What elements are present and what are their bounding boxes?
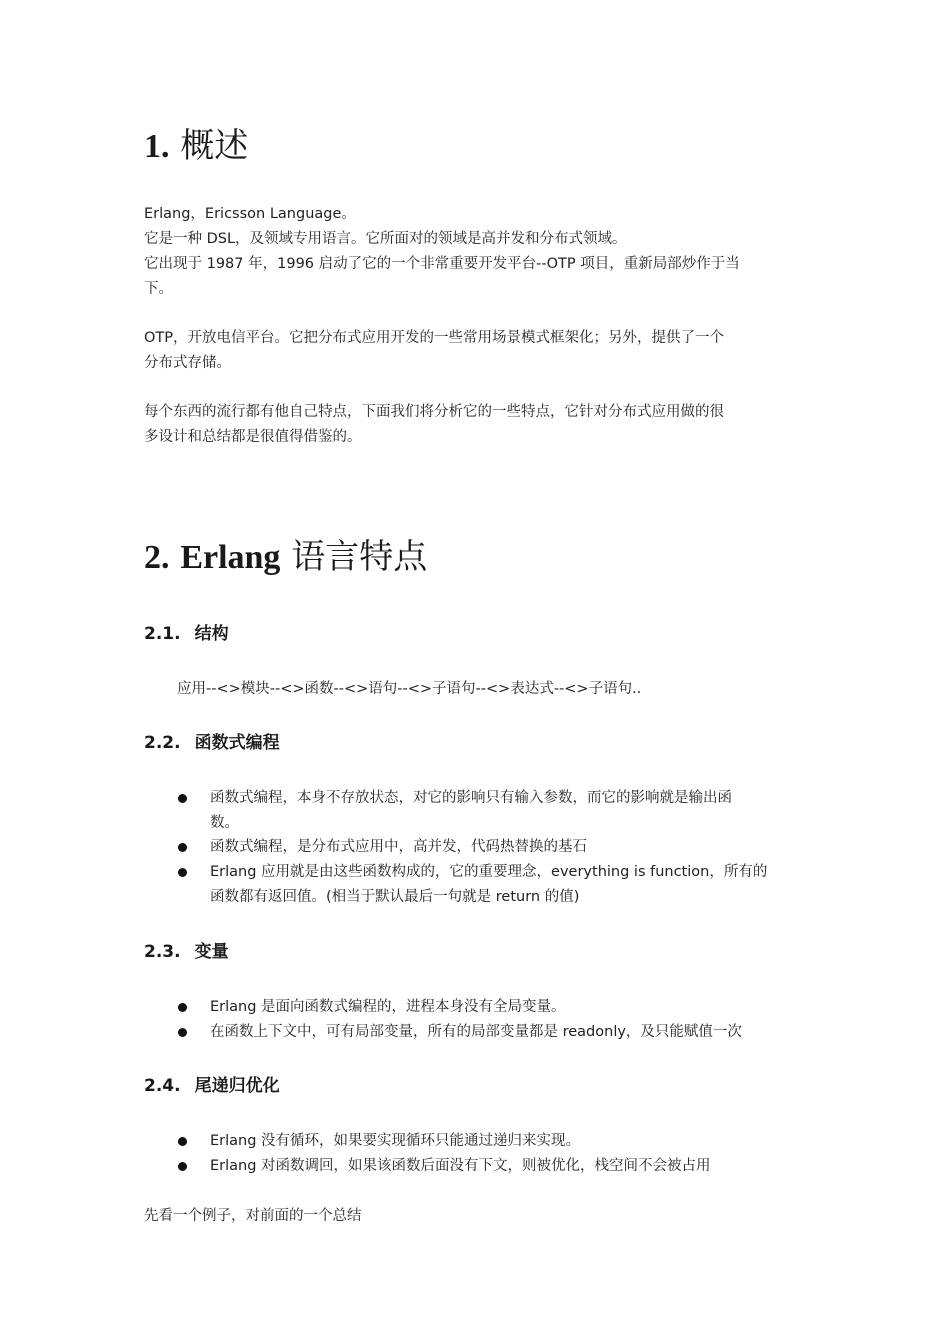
list-item-line: Erlang 没有循环，如果要实现循环只能通过递归来实现。 [210,1133,581,1149]
bullet-icon [178,1162,187,1171]
paragraph-line: 多设计和总结都是很值得借鉴的。 [144,429,362,445]
list-item-line: 在函数上下文中，可有局部变量，所有的局部变量都是 readonly，及只能赋值一次 [210,1024,742,1040]
paragraph-line: 下。 [144,281,173,297]
list-item [210,1154,711,1179]
subsection-title: 函数式编程 [194,733,280,753]
subsection-number: 2.1. [144,624,181,644]
bullet-icon [178,1003,187,1012]
paragraph-line: 每个东西的流行都有他自己特点，下面我们将分析它的一些特点，它针对分布式应用做的很 [144,404,724,420]
section-2-title-latin: Erlang [180,539,281,576]
bullet-icon [178,794,187,803]
list-item-line: 函数式编程，本身不存放状态，对它的影响只有输入参数，而它的影响就是输出函 [210,790,732,806]
list-item-line: Erlang 是面向函数式编程的，进程本身没有全局变量。 [210,999,566,1015]
subsection-2-4-heading [144,1075,280,1097]
paragraph-line: 它出现于 1987 年，1996 启动了它的一个非常重要开发平台--OTP 项目，重新局部炒作于当 [144,256,740,272]
paragraph-line: 它是一种 DSL，及领域专用语言。它所面对的领域是高并发和分布式领域。 [144,231,627,247]
list-item [210,1129,580,1154]
list-item [210,835,587,860]
list-item [210,860,767,910]
list-item [210,786,732,836]
subsection-title: 变量 [194,942,229,962]
section-1-heading [144,126,248,167]
structure-line: 应用--<>模块--<>函数--<>语句--<>子语句--<>表达式--<>子语句.. [177,681,642,697]
list-item [210,995,566,1020]
paragraph-line: OTP，开放电信平台。它把分布式应用开发的一些常用场景模式框架化；另外，提供了一个 [144,330,725,346]
section-2-number: 2. [144,539,170,576]
list-item-line: Erlang 应用就是由这些函数构成的，它的重要理念，everything is function，所有的 [210,864,768,880]
section-2-heading [144,537,427,578]
subsection-2-2-heading [144,732,280,754]
bullet-icon [178,843,187,852]
paragraph-line: 分布式存储。 [144,355,231,371]
subsection-number: 2.4. [144,1076,181,1096]
list-item-line: Erlang 对函数调回，如果该函数后面没有下文，则被优化，栈空间不会被占用 [210,1158,711,1174]
section-1-number: 1. [144,128,170,165]
bullet-icon [178,1028,187,1037]
section-2-title: 语言特点 [291,537,428,577]
subsection-number: 2.2. [144,733,181,753]
subsection-title: 结构 [194,624,229,644]
list-item-line: 数。 [210,815,239,831]
paragraph-line: Erlang，Ericsson Language。 [144,206,356,222]
subsection-2-3-heading [144,941,229,963]
list-item-line: 函数都有返回值。(相当于默认最后一句就是 return 的值) [210,889,580,905]
list-item [210,1020,742,1045]
subsection-title: 尾递归优化 [194,1076,280,1096]
bullet-icon [178,1137,187,1146]
subsection-number: 2.3. [144,942,181,962]
bullet-icon [178,868,187,877]
closing-line: 先看一个例子，对前面的一个总结 [144,1208,362,1224]
section-1-title: 概述 [180,126,249,166]
subsection-2-1-heading [144,623,229,645]
list-item-line: 函数式编程，是分布式应用中，高并发，代码热替换的基石 [210,839,587,855]
